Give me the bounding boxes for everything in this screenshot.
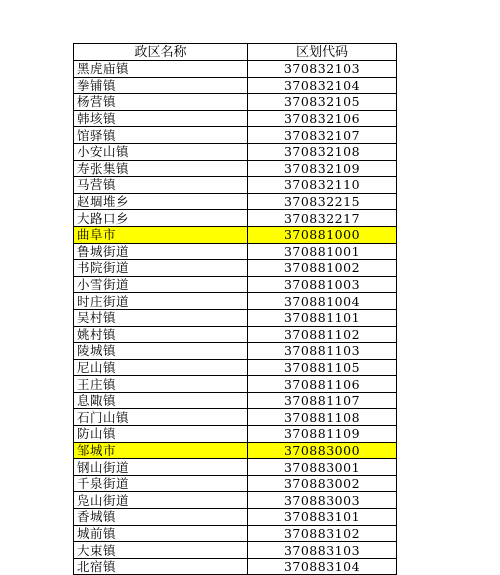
table-row <box>74 226 397 243</box>
cell-division-name[interactable]: 馆驿镇 <box>74 127 248 144</box>
cell-division-name[interactable]: 鲁城街道 <box>74 243 248 260</box>
cell-division-name[interactable]: 杨营镇 <box>74 94 248 111</box>
cell-division-name[interactable]: 吴村镇 <box>74 309 248 326</box>
cell-division-code[interactable]: 370881109 <box>248 426 397 443</box>
cell-division-code[interactable]: 370881101 <box>248 309 397 326</box>
cell-division-code[interactable]: 370832105 <box>248 94 397 111</box>
cell-division-code[interactable]: 370881001 <box>248 243 397 260</box>
cell-division-name[interactable]: 韩垓镇 <box>74 110 248 127</box>
division-code-table <box>73 43 397 575</box>
cell-division-name[interactable]: 陵城镇 <box>74 343 248 360</box>
cell-division-code[interactable]: 370883102 <box>248 525 397 542</box>
table-row <box>74 94 397 111</box>
table-row <box>74 293 397 310</box>
table-row <box>74 475 397 492</box>
cell-division-code[interactable]: 370881003 <box>248 276 397 293</box>
table-row <box>74 459 397 476</box>
cell-division-code[interactable]: 370832108 <box>248 143 397 160</box>
table-row <box>74 343 397 360</box>
cell-division-name[interactable]: 息陬镇 <box>74 392 248 409</box>
cell-division-code[interactable]: 370881102 <box>248 326 397 343</box>
table-row <box>74 442 397 459</box>
table-row <box>74 110 397 127</box>
cell-division-name[interactable]: 城前镇 <box>74 525 248 542</box>
cell-division-name[interactable]: 邹城市 <box>74 442 248 459</box>
cell-division-name[interactable]: 小雪街道 <box>74 276 248 293</box>
header-row <box>74 44 397 61</box>
cell-division-name[interactable]: 小安山镇 <box>74 143 248 160</box>
cell-division-name[interactable]: 拳铺镇 <box>74 77 248 94</box>
cell-division-name[interactable]: 王庄镇 <box>74 376 248 393</box>
table-row <box>74 210 397 227</box>
table-row <box>74 309 397 326</box>
cell-division-name[interactable]: 香城镇 <box>74 509 248 526</box>
table-row <box>74 193 397 210</box>
cell-division-code[interactable]: 370881106 <box>248 376 397 393</box>
cell-division-name[interactable]: 钢山街道 <box>74 459 248 476</box>
table-row <box>74 77 397 94</box>
cell-division-name[interactable]: 黑虎庙镇 <box>74 61 248 78</box>
table-row <box>74 409 397 426</box>
cell-division-name[interactable]: 石门山镇 <box>74 409 248 426</box>
cell-division-code[interactable]: 370883104 <box>248 558 397 575</box>
table-row <box>74 542 397 559</box>
cell-division-name[interactable]: 寿张集镇 <box>74 160 248 177</box>
cell-division-name[interactable]: 大路口乡 <box>74 210 248 227</box>
cell-division-name[interactable]: 防山镇 <box>74 426 248 443</box>
cell-division-code[interactable]: 370883101 <box>248 509 397 526</box>
cell-division-code[interactable]: 370881000 <box>248 226 397 243</box>
cell-division-code[interactable]: 370881004 <box>248 293 397 310</box>
cell-division-code[interactable]: 370832104 <box>248 77 397 94</box>
cell-division-name[interactable]: 马营镇 <box>74 177 248 194</box>
table-row <box>74 260 397 277</box>
spreadsheet-area <box>73 43 396 575</box>
table-row <box>74 426 397 443</box>
cell-division-name[interactable]: 书院街道 <box>74 260 248 277</box>
cell-division-code[interactable]: 370881002 <box>248 260 397 277</box>
cell-division-code[interactable]: 370881108 <box>248 409 397 426</box>
table-row <box>74 143 397 160</box>
cell-division-code[interactable]: 370881107 <box>248 392 397 409</box>
cell-division-name[interactable]: 大束镇 <box>74 542 248 559</box>
cell-division-code[interactable]: 370883000 <box>248 442 397 459</box>
cell-division-name[interactable]: 曲阜市 <box>74 226 248 243</box>
table-row <box>74 127 397 144</box>
cell-division-code[interactable]: 370881105 <box>248 359 397 376</box>
header-name[interactable]: 政区名称 <box>74 44 248 61</box>
cell-division-code[interactable]: 370832107 <box>248 127 397 144</box>
cell-division-code[interactable]: 370883003 <box>248 492 397 509</box>
table-row <box>74 492 397 509</box>
cell-division-code[interactable]: 370883002 <box>248 475 397 492</box>
cell-division-name[interactable]: 千泉街道 <box>74 475 248 492</box>
table-body <box>74 61 397 575</box>
table-row <box>74 376 397 393</box>
table-row <box>74 509 397 526</box>
cell-division-code[interactable]: 370832217 <box>248 210 397 227</box>
table-row <box>74 558 397 575</box>
cell-division-code[interactable]: 370832106 <box>248 110 397 127</box>
table-row <box>74 276 397 293</box>
cell-division-code[interactable]: 370883001 <box>248 459 397 476</box>
table-row <box>74 326 397 343</box>
cell-division-code[interactable]: 370832110 <box>248 177 397 194</box>
cell-division-name[interactable]: 北宿镇 <box>74 558 248 575</box>
cell-division-name[interactable]: 赵堌堆乡 <box>74 193 248 210</box>
cell-division-code[interactable]: 370832103 <box>248 61 397 78</box>
cell-division-name[interactable]: 姚村镇 <box>74 326 248 343</box>
table-row <box>74 177 397 194</box>
header-code[interactable]: 区划代码 <box>248 44 397 61</box>
cell-division-name[interactable]: 尼山镇 <box>74 359 248 376</box>
cell-division-name[interactable]: 时庄街道 <box>74 293 248 310</box>
cell-division-code[interactable]: 370832109 <box>248 160 397 177</box>
cell-division-code[interactable]: 370881103 <box>248 343 397 360</box>
table-row <box>74 243 397 260</box>
table-row <box>74 525 397 542</box>
cell-division-code[interactable]: 370832215 <box>248 193 397 210</box>
cell-division-code[interactable]: 370883103 <box>248 542 397 559</box>
table-row <box>74 392 397 409</box>
cell-division-name[interactable]: 凫山街道 <box>74 492 248 509</box>
table-row <box>74 61 397 78</box>
table-row <box>74 359 397 376</box>
table-row <box>74 160 397 177</box>
